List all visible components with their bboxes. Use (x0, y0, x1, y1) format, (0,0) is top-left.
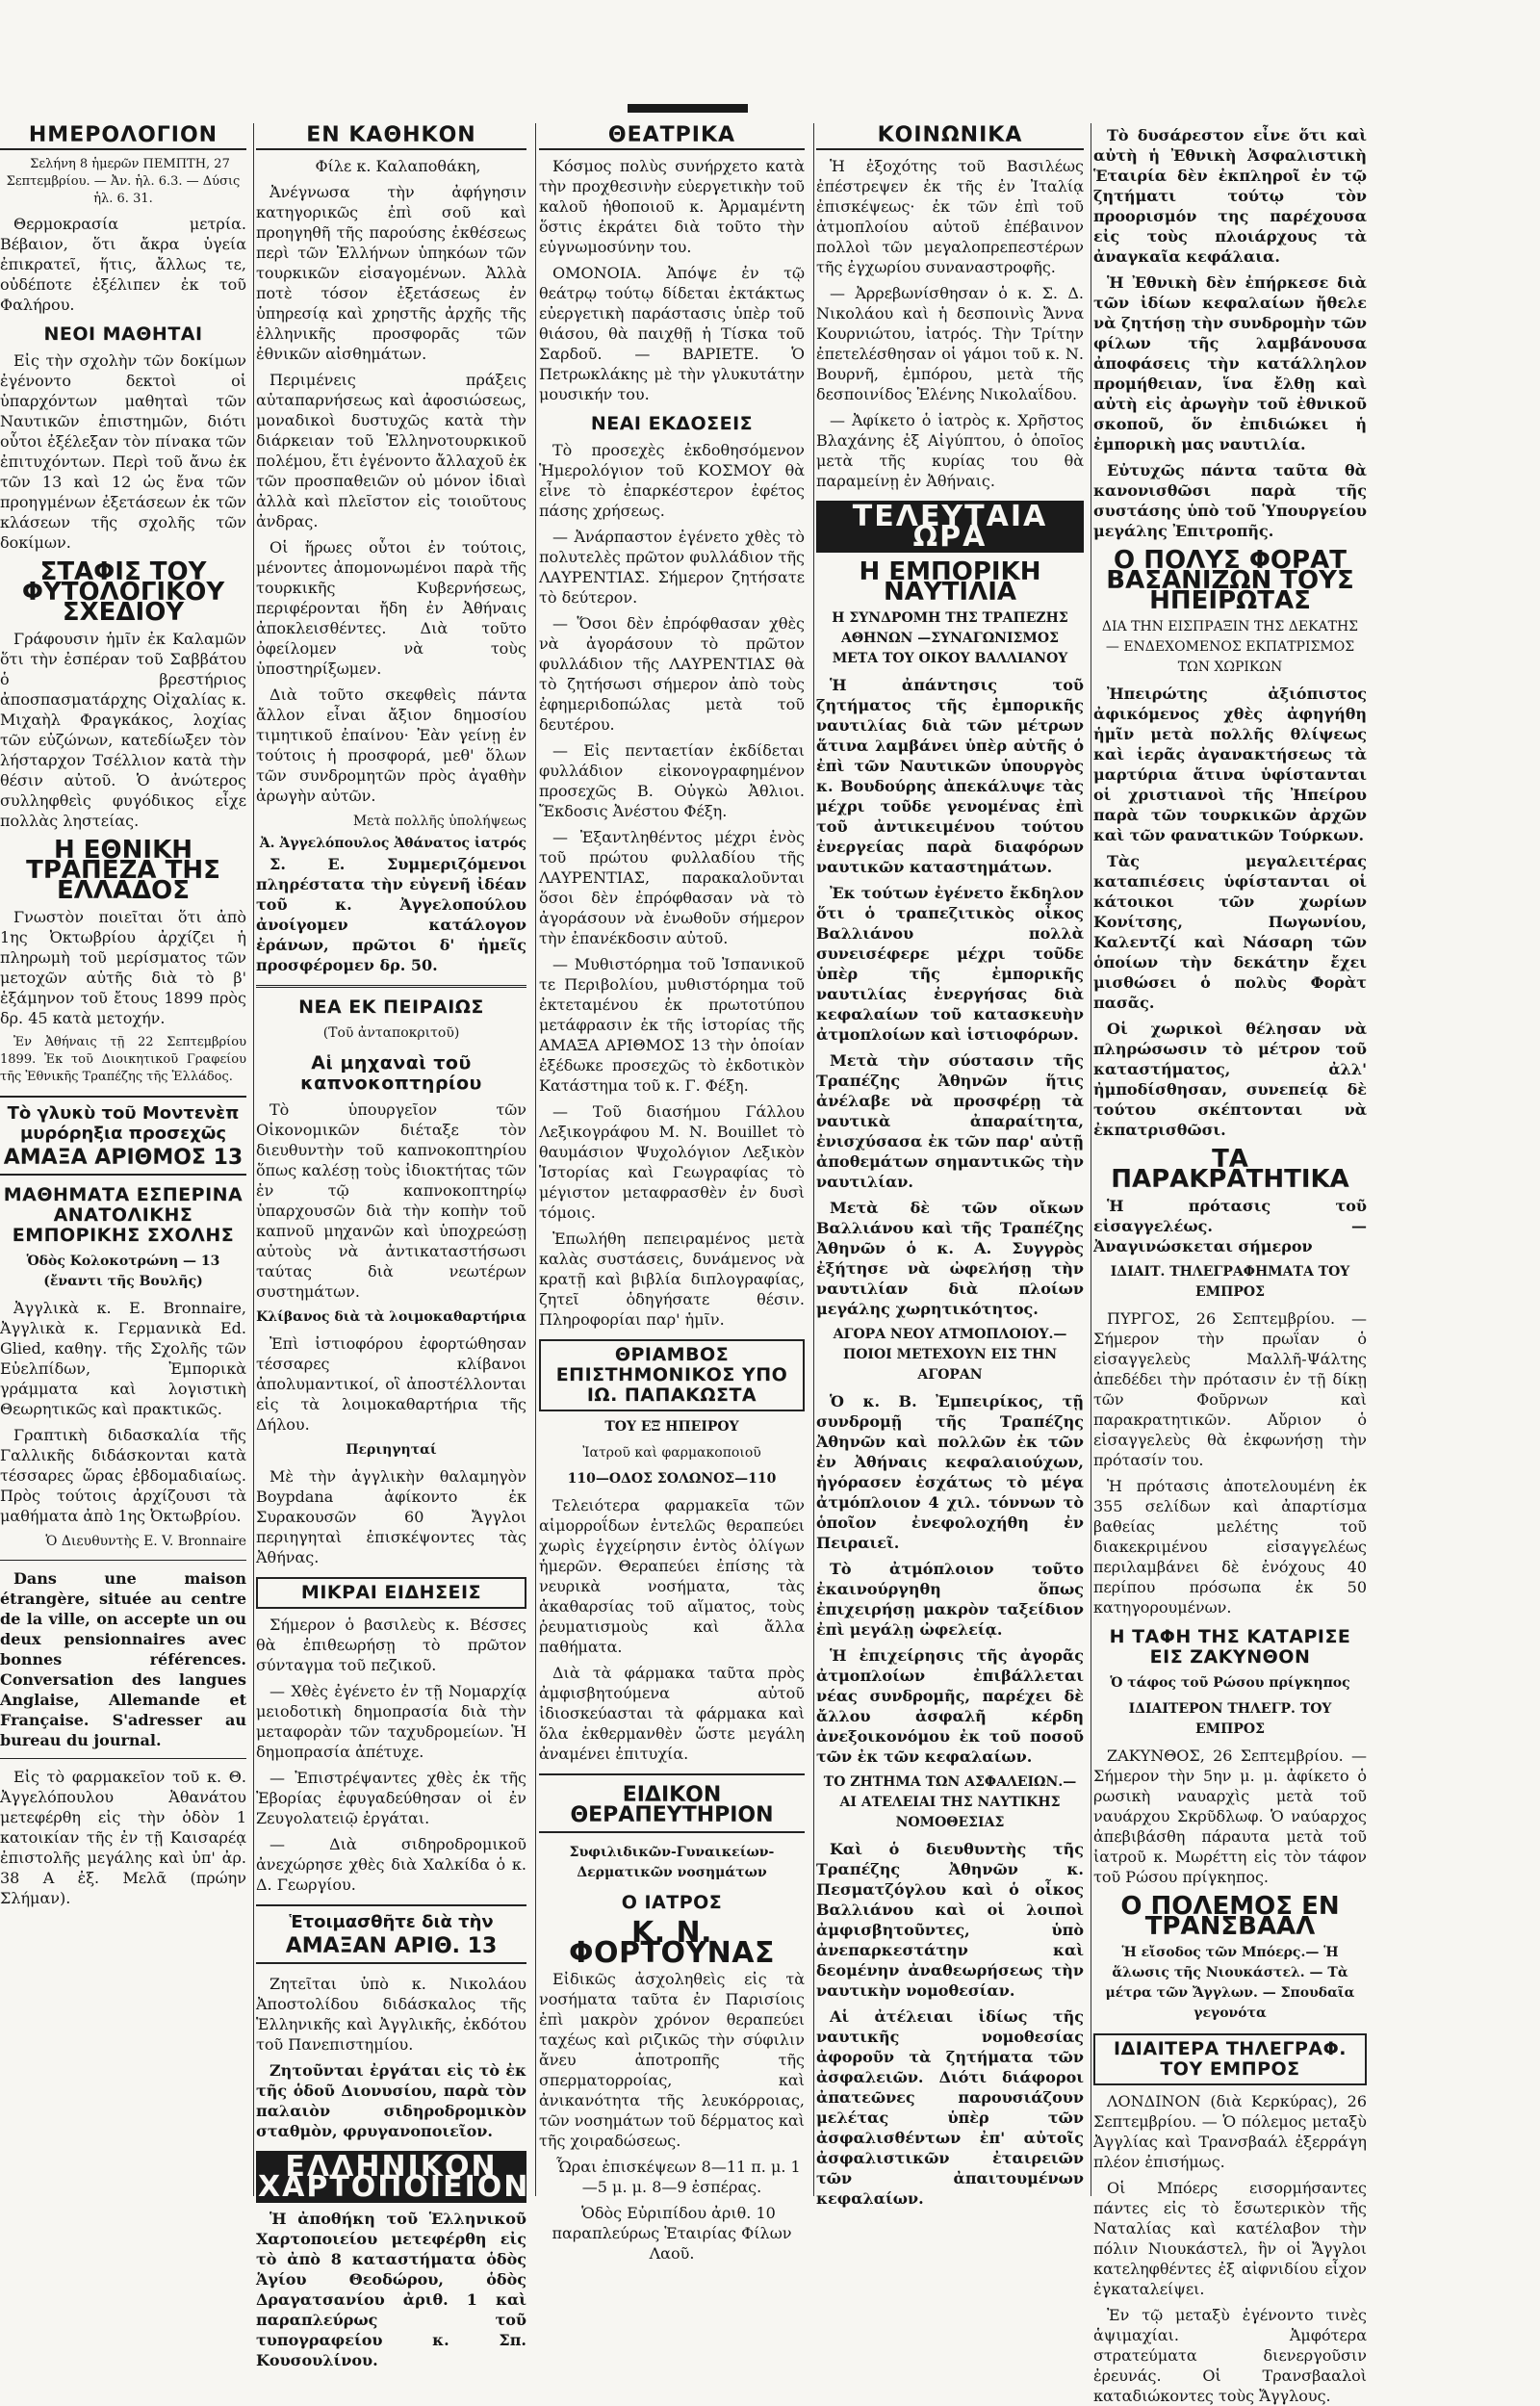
headline-new-students: ΝΕΟΙ ΜΑΘΗΤΑΙ (43, 323, 203, 345)
article-text: Γνωστὸν ποιεῖται ὅτι ἀπὸ 1ης Ὀκτωβρίου ἀρχίζει ἡ πληρωμὴ τοῦ μερίσματος τῶν μετοχῶν αὐτῆς διὰ τὸ β' ἑξάμηνον τοῦ ἔτους 1899 πρὸς δρ. 45 κατὰ μετοχήν. (0, 908, 246, 1027)
subheadline: Ὁδὸς Κολοκοτρώνη — 13 (ἔναντι τῆς Βουλῆς) (26, 1254, 220, 1289)
article-text: — Τοῦ διασήμου Γάλλου Λεξικογράφου Μ. Ν. Bouillet τὸ θαυμάσιον Ψυχολόγιον Λεξικὸν Ἱστορίας καὶ Γεωγραφίας τὸ μέγιστον μεταφρασθὲν ἐν δυσὶ τόμοις. (539, 1102, 805, 1222)
article-text: Ἡ ἀποθήκη τοῦ Ἑλληνικοῦ Χαρτοποιείου μετεφέρθη εἰς τὸ ἀπὸ 8 καταστήματα ὁδὸς Ἁγίου Θεοδώρου, ὁδὸς Δραγατσανίου ἀριθ. 1 καὶ παραπλεύρως τοῦ τυπογραφείου κ. Σπ. Κουσουλίνου. (256, 2210, 526, 2369)
article-text: Τὸ προσεχὲς ἐκδοθησόμενον Ἡμερολόγιον τοῦ ΚΟΣΜΟΥ θὰ εἶνε τὸ ἐπαρκέστερον ἐφέτος πάσης χρήσεως. (539, 441, 805, 520)
headline-telegrams: ΙΔΙΑΙΤΕΡΑ ΤΗΛΕΓΡΑΦ. ΤΟΥ ΕΜΠΡΟΣ (1093, 2033, 1367, 2085)
advert-box (0, 1096, 246, 1176)
article-text: — Ἀρρεβωνίσθησαν ὁ κ. Σ. Δ. Νικολάου καὶ ἡ δεσποινὶς Ἄννα Κουρνιώτου, ἰατρός. Τὴν Τρίτην ἐπετελέσθησαν οἱ γάμοι τοῦ κ. Ν. Βουρνῆ, ἐμπόρου, μετὰ τῆς δεσποινίδος Ἑλένης Νικολαΐδου. (816, 284, 1084, 403)
subheadline: Ἡ εἴσοδος τῶν Μπόερς.— Ἡ ἅλωσις τῆς Νιουκάστελ. — Τὰ μέτρα τῶν Ἄγγλων. — Σπουδαῖα γεγονότα (1105, 1945, 1355, 2021)
column-2 (256, 123, 532, 2369)
address-line: 110—ΟΔΟΣ ΣΟΛΩΝΟΣ—110 (567, 1471, 777, 1487)
article-text: Τὸ δυσάρεστον εἶνε ὅτι καὶ αὐτὴ ἡ Ἐθνικὴ Ἀσφαλιστικὴ Ἑταιρία δὲν ἐκπληροῖ ἐν τῷ ζητήματι τούτῳ τὸν προορισμόν της παρέχουσα εἰς τοὺς πλοιάρχους τὰ ἀναγκαῖα κεφάλαια. (1093, 126, 1367, 266)
article-text: ΖΑΚΥΝΘΟΣ, 26 Σεπτεμβρίου. — Σήμερον τὴν 5ην μ. μ. ἀφίκετο ὁ ρωσικὴ ναυαρχὶς μετὰ τοῦ ναυάρχου Σκρῦδλωφ. Ὁ ναύαρχος ἀπεβιβάσθη πάραυτα μετὰ τοῦ ἰατροῦ κ. Μωρέττη εἰς τὸν τάφον τοῦ Ρώσου πρίγκηπος. (1093, 1746, 1367, 1886)
article-text: Οἱ χωρικοὶ θέλησαν νὰ πληρώσωσιν τὸ μέτρον τοῦ καταστήματος, ἀλλ' ἠμποδίσθησαν, συνεπείᾳ δὲ τούτου σκέπτονται νὰ ἐκπατρισθῶσι. (1093, 1020, 1367, 1139)
headline-paper-mill: ΕΛΛΗΝΙΚΟΝ ΧΑΡΤΟΠΟΙΕΙΟΝ (258, 2150, 530, 2204)
article-text: Ἀγγλικὰ κ. E. Bronnaire, Ἀγγλικὰ κ. Γερμανικὰ Ed. Glied, καθηγ. τῆς Σχολῆς τῶν Εὐελπίδων, Ἐμπορικὰ γράμματα καὶ λογιστικὴ Θεωρητικῶς καὶ πρακτικῶς. (0, 1299, 246, 1418)
article-text: ΠΥΡΓΟΣ, 26 Σεπτεμβρίου. — Σήμερον τὴν πρωΐαν ὁ εἰσαγγελεὺς Μαλλῆ-Ψάλτης ἀπεδέδει τὴν πρότασιν ἐν τῇ δίκῃ τῶν Φοῦρνων καὶ παρακρατητικῶν. Αὔριον ὁ εἰσαγγελεὺς θὰ ἐκφωνήσῃ τὴν πρότασίν του. (1093, 1309, 1367, 1469)
column-4 (816, 123, 1090, 2208)
headline-national-bank: Η ΕΘΝΙΚΗ ΤΡΑΠΕΖΑ ΤΗΣ ΕΛΛΑΔΟΣ (26, 836, 220, 905)
subheadline: ΤΟΥ ΕΞ ΗΠΕΙΡΟΥ (604, 1419, 739, 1435)
article-text: — Ὅσοι δὲν ἐπρόφθασαν χθὲς νὰ ἀγοράσουν τὸ πρῶτον φυλλάδιον τῆς ΛΑΥΡΕΝΤΙΑΣ θὰ τὸ ζητήσωσι σήμερον ἀπὸ τοὺς ἐφημεριδοπώλας μετὰ τοῦ δευτέρου. (539, 614, 805, 734)
subheadline: Η ΣΥΝΔΡΟΜΗ ΤΗΣ ΤΡΑΠΕΖΗΣ ΑΘΗΝΩΝ —ΣΥΝΑΓΩΝΙΣΜΟΣ ΜΕΤΑ ΤΟΥ ΟΙΚΟΥ ΒΑΛΛΙΑΝΟΥ (832, 610, 1068, 666)
headline-zakynthos: Η ΤΑΦΗ ΤΗΣ ΚΑΤΑΡΙΣΕ ΕΙΣ ΖΑΚΥΝΘΟΝ (1109, 1626, 1351, 1668)
headline-last-hour: ΤΕΛΕΥΤΑΙΑ ΩΡΑ (816, 501, 1084, 553)
address-line: Ὁδὸς Εὐριπίδου ἀριθ. 10 παραπλεύρως Ἑταιρίας Φίλων Λαοῦ. (552, 2204, 792, 2263)
article-text: Οἱ ἥρωες οὗτοι ἐν τούτοις, μένοντες ἀπομονωμένοι παρὰ τῆς τουρκικῆς Κυβερνήσεως, περιφέρονται ἤδη ἐν Ἀθήναις ἀποκλεισθέντες. Διὰ τοῦτο ὀφείλομεν νὰ τοὺς ὑποστηρίξωμεν. (256, 538, 526, 678)
advert-title: ΕΙΔΙΚΟΝ ΘΕΡΑΠΕΥΤΗΡΙΟΝ (570, 1783, 774, 1827)
article-text: Τὸ ἀτμόπλοιον τοῦτο ἐκαινούργηθη ὅπως ἐπιχειρήσῃ μακρὸν ταξείδιον ἐπὶ μεγάλῃ ὠφελείᾳ. (816, 1560, 1084, 1639)
article-text: Αἱ ἀτέλειαι ἰδίως τῆς ναυτικῆς νομοθεσίας ἀφοροῦν τὰ ζητήματα τῶν ἀσφαλειῶν. Διότι διάφοροι ἀπατεῶνες παρουσιάζουν μελέτας ὑπὲρ τῶν ἀσφαλισθέντων ἐπ' αὐτοῖς ἀσφαλιστικῶν ἐταιρειῶν τῶν ἀπαιτουμένων κεφαλαίων. (816, 2007, 1084, 2208)
headline-machines: Αἱ μηχαναὶ τοῦ καπνοκοπτηρίου (300, 1052, 482, 1094)
article-text: Οἱ Μπόερς εισορμήσαντες πάντες εἰς τὸ ἔσωτερικὸν τῆς Ναταλίας καὶ κατέλαβον τὴν πόλιν Νιουκάστελ, ἣν οἱ Ἄγγλοι κατεληφθέντες ἐξ αἰφνιδίου εἶχον ἐγκαταλείψει. (1093, 2179, 1367, 2298)
article-text: Ἡ πρότασις ἀποτελουμένη ἐκ 355 σελίδων καὶ ἀπαρτίσμα βαθείας μελέτης τοῦ διακεκριμένου εἰσαγγελέως περιλαμβάνει δὲ ἐνόχους 40 περίπου πρόσωπα ἐκ 50 κατηγορουμένων. (1093, 1477, 1367, 1617)
article-text: Ἠπειρώτης ἀξιόπιστος ἀφικόμενος χθὲς ἀφηγήθη ἡμῖν μετὰ πολλῆς θλίψεως καὶ ἱερᾶς ἀγανακτήσεως τὰ μαρτύρια ἅτινα ὑφίστανται οἱ χριστιανοὶ τῆς Ἠπείρου παρὰ τῶν τουρκικῶν ἀρχῶν καὶ τῶν φανατικῶν Τούρκων. (1093, 685, 1367, 844)
article-text: — Χθὲς ἐγένετο ἐν τῇ Νομαρχίᾳ μειοδοτικὴ δημοπρασία διὰ τὴν μεταφορὰν τῶν ταχυδρομείων. Ἡ δημοπρασία ἀπέτυχε. (256, 1682, 526, 1761)
article-text: Εἰδικῶς ἀσχοληθεὶς εἰς τὰ νοσήματα ταῦτα ἐν Παρισίοις ἐπὶ μακρὸν χρόνον θεραπεύει ταχέως καὶ ριζικῶς τὴν σύφιλιν ἄνευ ἀποτροπῆς τῆς σπερματορροίας, καὶ ἀνικανότητα τῆς λευκόρροιας, τῶν νοσημάτων τοῦ δέρματος καὶ τῆς χοιραδώσεως. (539, 1970, 805, 2150)
article-text: Ἡ ἀπάντησις τοῦ ζητήματος τῆς ἐμπορικῆς ναυτιλίας διὰ τῶν μέτρων ἅτινα λαμβάνει ὑπὲρ αὐτῆς ὁ ἐπὶ τῶν Ναυτικῶν ὑπουργὸς κ. Βουδούρης ἀπεκάλυψε τὰς μέχρι τοῦδε γενομένας ἐπὶ τοῦ ἀντικειμένου τούτου ἐνεργείας παρὰ διαφόρων ναυτικῶν καταστημάτων. (816, 676, 1084, 876)
column-rule (253, 123, 254, 2196)
article-text: Περιμένεις πράξεις αὐταπαρνήσεως καὶ ἀφοσιώσεως, μοναδικοὶ δυστυχῶς κατὰ τὴν διάρκειαν τοῦ Ἑλληνοτουρκικοῦ πολέμου, ἔτι ἐγένοντο ἄλλαχοῦ ἐκ τῶν προσπαθειῶν οὐ μόνον ἰδιαὶ ἀλλὰ καὶ πλεῖστον εἰς τοιοῦτους ἀνδρας. (256, 371, 527, 530)
subheadline: Ὁ τάφος τοῦ Ρώσου πρίγκηπος (1110, 1675, 1350, 1691)
article-text: Ἡ ἐξοχότης τοῦ Βασιλέως ἐπέστρεψεν ἐκ τῆς ἐν Ἰταλίᾳ ἐπισκέψεως· ἐκ τῶν ἐπὶ τοῦ ἀτμοπλοίου αὐτοῦ ἐπέβαινον πολλοὶ τῶν μεγαλοπρεπεστέρων τῆς ἐγχωρίου συναναστροφῆς. (816, 157, 1084, 276)
headline-capture: ΣΤΑΦΙΣ ΤΟΥ ΦΥΤΟΛΟΓΙΚΟΥ ΣΧΕΔΙΟΥ (21, 557, 225, 627)
article-text: Ὁ κ. Β. Ἐμπειρίκος, τῇ συνδρομῇ τῆς Τραπέζης Ἀθηνῶν καὶ πολλῶν ἐκ τῶν ἐν Ἀθήναις κεφαλαιούχων, ἠγόρασεν ἐσχάτως τὸ μέγα ἀτμόπλοιον 4 χιλ. τόννων τὸ ὁποῖον ἐνεφολοχήθη ἐν Πειραιεῖ. (816, 1392, 1084, 1552)
headline-detentions: ΤΑ ΠΑΡΑΚΡΑΤΗΤΙΚΑ (1111, 1145, 1349, 1194)
headline-evening-lessons: ΜΑΘΗΜΑΤΑ ΕΣΠΕΡΙΝΑ ΑΝΑΤΟΛΙΚΗΣ ΕΜΠΟΡΙΚΗΣ ΣΧΟΛΗΣ (3, 1184, 244, 1246)
signature-closing: Μετὰ πολλῆς ὑπολήψεως (352, 814, 526, 829)
headline-doctor: Ο ΙΑΤΡΟΣ (621, 1892, 723, 1913)
subheadline: (Τοῦ ἀνταποκριτοῦ) (322, 1025, 460, 1041)
article-text: Ἡ πρότασις τοῦ εἰσαγγελέως. — Ἀναγινώσκεται σήμερον (1093, 1197, 1367, 1255)
article-text: ΟΜΟΝΟΙΑ. Ἀπόψε ἐν τῷ θεάτρῳ τούτῳ δίδεται ἐκτάκτως εὐεργετικὴ παράστασις ὑπὲρ τοῦ θιάσου, θὰ παιχθῇ ἡ Τίσκα τοῦ Σαρδοῦ. — ΒΑΡΙΕΤΕ. Ὁ Πετρωκλάκης μὲ τὴν γλυκυτάτην μουσικήν του. (539, 264, 805, 403)
subheadline: ΙΔΙΑΙΤ. ΤΗΛΕΓΡΑΦΗΜΑΤΑ ΤΟΥ ΕΜΠΡΟΣ (1110, 1264, 1350, 1300)
editor-note: Σ. Ε. Συμμεριζόμενοι πληρέστατα τὴν εὐγενῆ ἰδέαν τοῦ κ. Ἀγγελοπούλου ἀνοίγομεν κατάλογον ἐράνων, πρῶτοι δ' ἡμεῖς προσφέρομεν δρ. 50. (256, 855, 526, 974)
article-text: Ἡ Ἐθνικὴ δὲν ἐπήρκεσε διὰ τῶν ἰδίων κεφαλαίων ἤθελε νὰ ζητήσῃ τὴν συνδρομὴν τῶν φίλων τῆς λαμβάνουσα ἀποφάσεις τὴν κατάλληλον προμήθειαν, ἵνα ἔλθῃ καὶ αὐτὴ εἰς ἀρωγὴν τοῦ ἐθνικοῦ σκοποῦ, ὅν ἐπιδιώκει ἡ ἐμπορικὴ μας ναυτιλία. (1093, 273, 1367, 453)
article-text: Ἐν Ἀθήναις τῇ 22 Σεπτεμβρίου 1899. Ἐκ τοῦ Διοικητικοῦ Γραφείου τῆς Ἐθνικῆς Τραπέζης τῆς Ἑλλάδος. (0, 1035, 246, 1084)
advert-title: ΑΜΑΞΑΝ ΑΡΙΘ. 13 (285, 1934, 498, 1958)
advert-line: Τὸ γλυκὺ τοῦ Μοντενὲπ μυρόρηξια προσεχῶς (7, 1103, 240, 1144)
salutation: Φίλε κ. Καλαποθάκη, (315, 157, 481, 175)
article-text: Ἐπὶ ἰστιοφόρου ἐφορτώθησαν τέσσαρες κλίβανοι ἀπολυμαντικοί, οἳ ἀποστέλλονται εἰς τὰ λοιμοκαθαρτήρια τῆς Δήλου. (256, 1334, 526, 1434)
article-text: Ἀνέγνωσα τὴν ἀφήγησιν κατηγορικῶς ἐπὶ σοῦ καὶ προηγηθῆ τῆς παρούσης ἐκθέσεως περὶ τῶν Ἑλλήνων ὑπηκόων τῶν τουρκικῶν εἰσαγομένων. Ἀλλὰ ποτὲ τόσον ἐξετάσεως ἐν ὑπηρεσίᾳ καὶ χρηστῆς ἀρχῆς τῆς ἑλληνικῆς προσφορᾶς τῶν ἐθνικῶν αἰσθημάτων. (256, 183, 526, 363)
article-text: Ἐκ τούτων ἐγένετο ἔκδηλον ὅτι ὁ τραπεζιτικὸς οἶκος Βαλλιάνου πολλὰ συνεισέφερε μέχρι τοῦδε ὑπὲρ τῆς ἐμπορικῆς ναυτιλίας ἐνεργήσας διὰ κεφαλαίων τοῦ κατασκευὴν ἀτμοπλοίων καὶ ἱστιοφόρων. (816, 884, 1084, 1044)
section-title-almanac: ΗΜΕΡΟΛΟΓΙΟΝ (0, 125, 246, 150)
article-text: Γραπτικὴ διδασκαλία τῆς Γαλλικῆς διδάσκονται κατὰ τέσσαρες ὥρας ἐβδομαδιαίως. Πρὸς τούτοις ἀρχίζουσι τὰ μαθήματα ἀπὸ 1ης Ὀκτωβρίου. (0, 1426, 246, 1525)
article-text: — Ἐξαντληθέντος μέχρι ἑνὸς τοῦ πρώτου φυλλαδίου τῆς ΛΑΥΡΕΝΤΙΑΣ, παρακαλοῦνται ὅσοι δὲν ἐπρόφθασαν νὰ τὸ ἀγοράσουν νὰ ἐνωθοῦν σήμερον τὴν ἐπανέκδοσιν αὐτοῦ. (539, 828, 805, 947)
office-hours: Ὧραι ἐπισκέψεων 8—11 π. μ. 1—5 μ. μ. 8—9 ἐσπέρας. (556, 2158, 801, 2196)
article-text: Τελειότερα φαρμακεῖα τῶν αἱμορροΐδων ἐντελῶς θεραπεύει χωρὶς ἐγχείρησιν ἐντὸς ὀλίγων ἡμερῶν. Θεραπεύει ἐπίσης τὰ νευρικὰ νοσήματα, τὰς ἀκαθαρσίας τοῦ αἵματος, τοὺς ῥευματισμοὺς καὶ ἄλλα παθήματα. (539, 1496, 805, 1656)
subheadline: Κλίβανος διὰ τὰ λοιμοκαθαρτήρια (256, 1309, 526, 1325)
advert-line: Ἑτοιμασθῆτε διὰ τὴν (289, 1912, 494, 1932)
article-text: — Εἰς πενταετίαν ἐκδίδεται φυλλάδιον εἰκονογραφημένον προσεχῶς Β. Οὐγκὼ Ἀθλιοι. Ἔκδοσις Ἀνέστου Φέξη. (539, 741, 805, 820)
divider (0, 1758, 246, 1759)
headline-triumph: ΘΡΙΑΜΒΟΣ ΕΠΙΣΤΗΜΟΝΙΚΟΣ ΥΠΟ ΙΩ. ΠΑΠΑΚΩΣΤΑ (539, 1339, 805, 1411)
article-text: Εὐτυχῶς πάντα ταῦτα θὰ κανονισθῶσι παρὰ τῆς συστάσης ὑπὸ τοῦ Ὑπουργείου μεγάλης Ἐπιτροπῆς. (1093, 461, 1367, 540)
signature: Ὁ Διευθυντὴς E. V. Bronnaire (45, 1534, 246, 1549)
advert-box (539, 1773, 805, 1833)
header-ornament (628, 104, 748, 113)
headline-theatre: ΘΕΑΤΡΙΚΑ (539, 125, 805, 150)
headline-duty: ΕΝ ΚΑΘΗΚΟΝ (256, 125, 526, 150)
headline-transvaal: Ο ΠΟΛΕΜΟΣ ΕΝ ΤΡΑΝΣΒΑΑΛ (1120, 1892, 1340, 1941)
headline-new-editions: ΝΕΑΙ ΕΚΔΟΣΕΙΣ (590, 413, 754, 434)
signature-name: Ἀ. Ἀγγελόπουλος Ἀθάνατος ἰατρός (259, 836, 526, 851)
article-text: Ζητεῖται ὑπὸ κ. Νικολάου Ἀποστολίδου διδάσκαλος τῆς Ἑλληνικῆς καὶ Ἀγγλικῆς, ἐκδότου τοῦ Πανεπιστημίου. (256, 1975, 526, 2054)
article-text: Σήμερον ὁ βασιλεὺς κ. Βέσσες θὰ ἐπιθεωρήσῃ τὸ πρῶτον σύνταγμα τοῦ πεζικοῦ. (256, 1616, 526, 1674)
subheadline: Συφιλιδικῶν-Γυναικείων-Δερματικῶν νοσημάτων (569, 1845, 775, 1880)
article-text: Γράφουσιν ἡμῖν ἐκ Καλαμῶν ὅτι τὴν ἐσπέραν τοῦ Σαββάτου ὁ βρεστήριος ἀποσπασματάρχης Οἰχαλίας κ. Μιχαὴλ Φραγκάκος, λοχίας τῶν εὐζώνων, κατεδίωξεν τὸν λήσταρχον Τσέλλιον κατὰ τὴν θέσιν αὐτοῦ. Ὁ ἀνώτερος συλληφθεὶς φυγόδικος εἶχε πολλὰς ληστείας. (0, 630, 246, 830)
article-text: Μὲ τὴν ἀγγλικὴν θαλαμηγὸν Boypdana ἀφίκοντο ἐκ Συρακουσῶν 60 Ἄγγλοι περιηγηταὶ ἐπισκέψοντες τὰς Ἀθήνας. (256, 1467, 526, 1566)
article-text: ΛΟΝΔΙΝΟΝ (διὰ Κερκύρας), 26 Σεπτεμβρίου. — Ὁ πόλεμος μεταξὺ Ἀγγλίας καὶ Τρανσβαάλ ἐξερράγη πλέον ἐπισήμως. (1093, 2092, 1367, 2171)
article-text: Κόσμος πολὺς συνήρχετο κατὰ τὴν προχθεσινὴν εὐεργετικὴν τοῦ καλοῦ ἠθοποιοῦ κ. Ἀρμαμέντη ὅστις ἐκράτει διὰ τοῦτο τὴν εὐγνωμοσύνην του. (539, 157, 805, 256)
subheadline: Ἰατροῦ καὶ φαρμακοποιοῦ (582, 1445, 761, 1461)
article-text: — Ἀφίκετο ὁ ἰατρὸς κ. Χρῆστος Βλαχάνης ἐξ Αἰγύπτου, ὁ ὁποῖος μετὰ τῆς κυρίας του θὰ παραμείνῃ ἐν Ἀθήναις. (816, 411, 1084, 490)
almanac-line: Σελήνη 8 ἡμερῶν ΠΕΜΠΤΗ, 27 Σεπτεμβρίου. — Ἀν. ἡλ. 6.3. — Δύσις ἡλ. 6. 31. (6, 157, 241, 206)
headline-forat: Ο ΠΟΛΥΣ ΦΟΡΑΤ ΒΑΣΑΝΙΖΩΝ ΤΟΥΣ ΗΠΕΙΡΩΤΑΣ (1106, 546, 1354, 615)
advert-title: ΑΜΑΞΑ ΑΡΙΘΜΟΣ 13 (3, 1146, 244, 1170)
article-text: — Διὰ σιδηροδρομικοῦ ἀνεχώρησε χθὲς διὰ Χαλκίδα ὁ κ. Δ. Γεωργίου. (256, 1835, 526, 1894)
column-5 (1093, 125, 1373, 2405)
weather-text: Θερμοκρασία μετρία. Βέβαιον, ὅτι ἄκρα ὑγεία ἐπικρατεῖ, ἥτις, ἄλλως τε, οὐδέποτε ἐξέλιπεν ἐκ τοῦ Φαλήρου. (0, 215, 246, 314)
article-text: — Ἀνάρπαστον ἐγένετο χθὲς τὸ πολυτελὲς πρῶτον φυλλάδιον τῆς ΛΑΥΡΕΝΤΙΑΣ. Σήμερον ζητήσατε τὸ δεύτερον. (539, 528, 805, 607)
french-notice: Dans une maison étrangère, située au centre de la ville, on accepte un ou deux pensionnaires avec bonnes références. Conversation des langues Anglaise, Allemande et Française. S'adresser au bureau du journal. (0, 1569, 246, 1749)
divider (256, 985, 526, 988)
column-rule (535, 123, 536, 2196)
article-text: Ἐν τῷ μεταξὺ ἐγένοντο τινὲς ἁψιμαχίαι. Ἀμφότερα στρατεύματα διενεργοῦσιν ἐρευνάς. Οἱ Τρανσβααλοὶ καταδιώκοντες τοὺς Ἄγγλους. (1093, 2306, 1367, 2405)
article-text: Διὰ τὰ φάρμακα ταῦτα πρὸς ἀμφισβητούμενα αὐτοῦ ἰδιοσκεύασται τὰ φάρμακα καὶ ὅλα ἐκθερμανθὲν ὥστε μεγάλη ἀναμένει ἐπιτυχία. (539, 1664, 805, 1763)
column-1 (0, 125, 252, 2196)
column-3 (539, 123, 810, 2263)
subheadline: ΑΓΟΡΑ ΝΕΟΥ ΑΤΜΟΠΛΟΙΟΥ.— ΠΟΙΟΙ ΜΕΤΕΧΟΥΝ ΕΙΣ ΤΗΝ ΑΓΟΡΑΝ (833, 1327, 1067, 1383)
article-text: Τὸ ὑπουργεῖον τῶν Οἰκονομικῶν διέταξε τὸν διευθυντὴν τοῦ καπνοκοπτηρίου ὅπως καλέσῃ τοὺς ἰδιοκτήτας τῶν ἐν τῷ καπνοκοπτηρίῳ ὑπαρχουσῶν διὰ τὴν κοπὴν τοῦ καπνοῦ μηχανῶν καὶ ὑποχρεώσῃ αὐτοὺς νὰ ἀντικαταστήσωσι ταύτας διὰ νεωτέρων συστημάτων. (256, 1100, 526, 1301)
article-text: — Μυθιστόρημα τοῦ Ἰσπανικοῦ τε Περιβολίου, μυθιστόρημα τοῦ ἐκτεταμένου ἐκ πρωτοτύπου μετάφρασιν ἐκ τῆς ἱστορίας τῆς ΑΜΑΞΑ ΑΡΙΘΜΟΣ 13 τὴν ὁποίαν ἐξέδωκε προσεχῶς τὸ ἐκδοτικὸν Κατάστημα τοῦ κ. Γ. Φέξη. (539, 955, 805, 1095)
article-text: Ζητοῦνται ἐργάται εἰς τὸ ἐκ τῆς ὁδοῦ Διονυσίου, παρὰ τὸν παλαιὸν σιδηροδρομικὸν σταθμὸν, φρυγανοποιεῖον. (256, 2061, 526, 2140)
doctor-name: Κ. Ν. ΦΟΡΤΟΥΝΑΣ (568, 1916, 775, 1970)
subheadline: ΙΔΙΑΙΤΕΡΟΝ ΤΗΛΕΓΡ. ΤΟΥ ΕΜΠΡΟΣ (1128, 1701, 1332, 1737)
article-text: Ἡ ἐπιχείρησις τῆς ἀγορᾶς ἀτμοπλοίων ἐπιβάλλεται νέας συνδρομῆς, παρέχει δὲ ἄλλου ἀσφαλῆ κέρδη ἀνεξοικονόμου ἐκ τοῦ ποσοῦ τῶν ἐκ τῶν κεφαλαίων. (816, 1646, 1084, 1766)
subheadline: Περιηγηταί (346, 1442, 437, 1458)
headline-society: ΚΟΙΝΩΝΙΚΑ (816, 125, 1084, 150)
article-text: Μετὰ δὲ τῶν οἴκων Βαλλιάνου καὶ τῆς Τραπέζης Ἀθηνῶν ὁ κ. Α. Συγγρὸς ἐξήτησε νὰ ὠφελήσῃ τὴν ναυτιλίαν διὰ πλοίων μεγάλης χωρητικότητος. (816, 1199, 1084, 1318)
column-rule (813, 123, 814, 2196)
article-text: Ἐπωλήθη πεπειραμένος μετὰ καλὰς συστάσεις, δυνάμενος νὰ κρατῇ καὶ βιβλία διπλογραφίας, ζητεῖ ὁδηγήσατε θέσιν. Πληροφορίαι παρ' ἡμῖν. (539, 1229, 805, 1329)
article-text: — Ἐπιστρέψαντες χθὲς ἐκ τῆς Ἐβορίας ἐφυγαδεύθησαν οἱ ἐν Ζευγολατειῷ ἐργάται. (256, 1769, 526, 1827)
article-text: Τὰς μεγαλειτέρας καταπιέσεις ὑφίστανται οἱ κάτοικοι τῶν χωρίων Κονίτσης, Πωγωνίου, Καλεντζί καὶ Νάσαρη τῶν ὁποίων τὴν δεκάτην ἔχει μισθώσει ὁ πολὺς Φορὰτ πασᾶς. (1093, 852, 1367, 1012)
article-text: Διὰ τοῦτο σκεφθεὶς πάντα ἄλλον εἶναι ἄξιον δημοσίου τιμητικοῦ ἐπαίνου· Ἐὰν γείνῃ ἐν τούτοις ἡ προσφορά, μεθ' ὅλων τῶν συνδρομητῶν πρὸς ἀγαθὴν ἀρωγὴν αὐτῶν. (256, 686, 526, 805)
subheadline: ΤΟ ΖΗΤΗΜΑ ΤΩΝ ΑΣΦΑΛΕΙΩΝ.— ΑΙ ΑΤΕΛΕΙΑΙ ΤΗΣ ΝΑΥΤΙΚΗΣ ΝΟΜΟΘΕΣΙΑΣ (823, 1774, 1077, 1830)
headline-piraeus: ΝΕΑ ΕΚ ΠΕΙΡΑΙΩΣ (298, 996, 484, 1018)
article-text: Εἰς τὴν σχολὴν τῶν δοκίμων ἐγένοντο δεκτοὶ οἱ ὑπαρχόντων μαθηταὶ τῶν Ναυτικῶν ἐπιστημῶν, διότι οὗτοι ἐξέλεξαν τὸν πίνακα τῶν ἐπιτυχόντων. Περὶ τοῦ ἄνω ἐκ τῶν 13 καὶ 12 ὠς ἔνα τῶν προηγμένων ἐξετάσεων ἐκ τῶν κλάσεων τῆς σχολῆς τῶν δοκίμων. (0, 351, 246, 552)
headline-merchant-navy: Η ΕΜΠΟΡΙΚΗ ΝΑΥΤΙΛΙΑ (859, 557, 1041, 607)
article-text: Μετὰ τὴν σύστασιν τῆς Τραπέζης Ἀθηνῶν ἥτις ἀνέλαβε νὰ προσφέρῃ τὰ ναυτικὰ ἀπαραίτητα, ἐνισχύσασα ἐκ τῶν παρ' αὐτῇ ἀποθεμάτων σημαντικῶς τὴν ναυτιλίαν. (816, 1051, 1084, 1191)
divider (0, 1560, 246, 1561)
article-text: Εἰς τὸ φαρμακεῖον τοῦ κ. Θ. Ἀγγελόπουλου Ἀθανάτου μετεφέρθη εἰς τὴν ὁδὸν 1 κατοικίαν τῆς ἐν τῇ Καισαρέᾳ ἐπιστολῆς μεγάλης καὶ ὑπ' ἀρ. 38 Α ἐξ. Μελᾶ (πρώην Σλήμαν). (0, 1768, 246, 1907)
headline-small-news: ΜΙΚΡΑΙ ΕΙΔΗΣΕΙΣ (256, 1577, 526, 1609)
advert-box (256, 1904, 526, 1964)
article-text: Καὶ ὁ διευθυντὴς τῆς Τραπέζης Ἀθηνῶν κ. Πεσματζόγλου καὶ ὁ οἶκος Βαλλιάνου καὶ οἱ λοιποὶ ἀμφισβητοῦντες, ὑπὸ ἀνεπαρκεστάτην καὶ δεομένην ἀναθεωρήσεως τὴν ναυτικὴν νομοθεσίαν. (816, 1840, 1084, 2000)
subheadline: ΔΙΑ ΤΗΝ ΕΙΣΠΡΑΞΙΝ ΤΗΣ ΔΕΚΑΤΗΣ — ΕΝΔΕΧΟΜΕΝΟΣ ΕΚΠΑΤΡΙΣΜΟΣ ΤΩΝ ΧΩΡΙΚΩΝ (1101, 619, 1359, 675)
